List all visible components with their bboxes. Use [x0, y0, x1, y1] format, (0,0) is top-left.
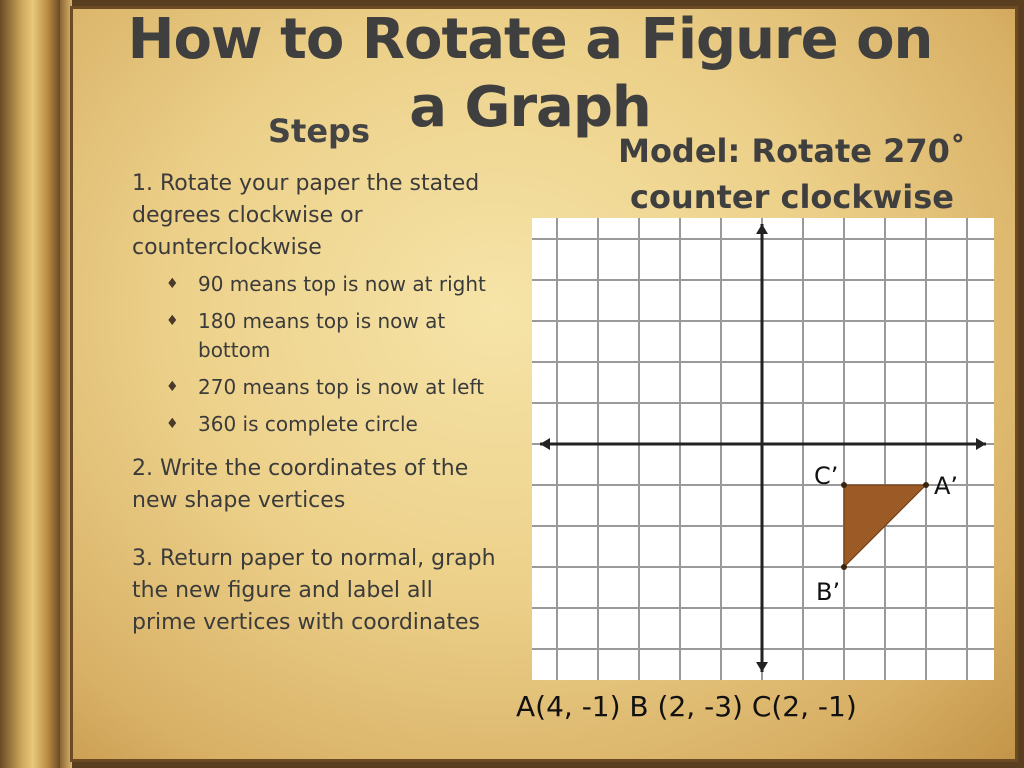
bullet-item [166, 307, 502, 365]
bullet-item [166, 410, 502, 439]
diamond-bullet-icon: ♦ [166, 313, 179, 329]
vertex-label-b-prime: B’ [816, 578, 841, 606]
triangle-vertex-point [923, 482, 929, 488]
steps-heading: Steps [268, 112, 370, 150]
bullet-text: 270 means top is now at left [198, 375, 484, 399]
x-axis-arrow-left [540, 438, 550, 450]
diamond-bullet-icon: ♦ [166, 416, 179, 432]
bullet-text: 360 is complete circle [198, 412, 418, 436]
bullet-item [166, 373, 502, 402]
bullet-text: 90 means top is now at right [198, 272, 486, 296]
graph-svg [532, 218, 994, 680]
x-axis-arrow-right [976, 438, 986, 450]
coordinate-graph [532, 218, 994, 680]
rotation-bullets [132, 270, 502, 439]
steps-list [132, 168, 502, 639]
book-spine [0, 0, 60, 768]
slide-title: How to Rotate a Figure on a Graph [127, 7, 933, 140]
triangle-vertex-point [841, 482, 847, 488]
vertex-label-a-prime: A’ [934, 472, 959, 500]
step-3-text: 3. Return paper to normal, graph the new figure and label all prime vertices with coordinates [132, 546, 496, 635]
bullet-text: 180 means top is now at bottom [198, 309, 446, 362]
bullet-item [166, 270, 502, 299]
triangle-vertex-point [841, 564, 847, 570]
step-1-text: 1. Rotate your paper the stated degrees clockwise or counterclockwise [132, 171, 480, 260]
vertex-label-c-prime: C’ [814, 462, 839, 490]
y-axis-arrow-down [756, 662, 768, 672]
step-2-text: 2. Write the coordinates of the new shape vertices [132, 456, 469, 513]
model-heading: Model: Rotate 270˚ counter clockwise [618, 132, 966, 216]
original-coordinates: A(4, -1) B (2, -3) C(2, -1) [516, 690, 857, 723]
y-axis-arrow-up [756, 224, 768, 234]
diamond-bullet-icon: ♦ [166, 379, 179, 395]
diamond-bullet-icon: ♦ [166, 276, 179, 292]
